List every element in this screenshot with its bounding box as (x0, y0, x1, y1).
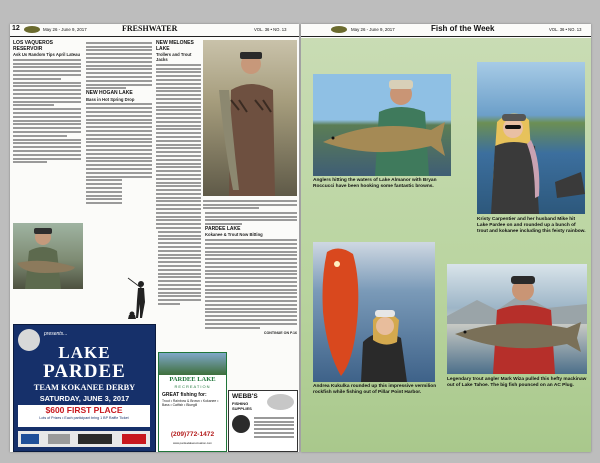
rec-ad-species: Trout • Rainbow & Brown • Kokanee • Bass • Catfish • Bluegill (162, 399, 219, 408)
article-column-2 (86, 40, 152, 206)
ad-presents: presents... (44, 331, 68, 337)
issue-volume: VOL. 36 • NO. 13 (254, 27, 287, 32)
article-body-text (156, 64, 201, 229)
ad-derby-date: SATURDAY, JUNE 3, 2017 (39, 394, 130, 403)
magazine-logo-icon (24, 26, 40, 33)
rec-ad-phone: (209)772-1472 (170, 431, 215, 438)
article-heading: NEW MELONES LAKE (156, 40, 194, 52)
caption-rockfish: Andrea Kukulka rounded up this impressive vermilion rockfish while fishing out of Pillar Point Harbor. (313, 384, 437, 395)
article-heading: NEW HOGAN LAKE (86, 90, 133, 97)
sponsor-logo-icon (48, 434, 70, 444)
webbs-ad-text (254, 415, 294, 440)
article-subheading: Trollers and Trout Jacks (156, 52, 192, 62)
section-title: Fish of the Week (431, 24, 495, 33)
article-body-text (86, 42, 152, 90)
fish-logo-icon (267, 394, 294, 410)
issue-date: May 26 - June 9, 2017 (43, 27, 87, 32)
lake-scene-icon (159, 353, 226, 375)
ad-prize-box (18, 405, 150, 427)
article-body-text (86, 103, 152, 204)
sponsor-logo-icon (21, 434, 39, 444)
article-column-1 (13, 40, 81, 165)
vermilion-rockfish-photo (313, 242, 435, 382)
issue-date: May 26 - June 9, 2017 (351, 27, 395, 32)
issue-volume: VOL. 36 • NO. 13 (549, 27, 582, 32)
webbs-fishing-ad[interactable] (228, 390, 298, 452)
article-heading: PARDEE LAKE (205, 225, 241, 232)
magazine-logo-icon (331, 26, 347, 33)
caption-mackinaw: Legendary trout angler Mark Wiza pulled this hefty mackinaw out of Lake Tahoe. The big fish pounced on an AC Plug. (447, 377, 587, 388)
caption-rainbow: Kristy Carpentier and her husband Mike hit Lake Pardee on and rounded up a bunch of trout and kokanee including this feisty rainbow. (477, 217, 586, 234)
continued-marker: CONTINUE ON P.16 (263, 330, 297, 335)
brown-trout-photo (313, 74, 451, 176)
webbs-sub: FISHING (232, 401, 249, 406)
article-body-text (205, 239, 297, 328)
ad-title-lake: LAKE (58, 343, 111, 362)
left-magazine-page (10, 24, 299, 452)
rec-ad-name: PARDEE LAKE (169, 376, 216, 383)
article-heading: LOS VAQUEROS RESERVOIR (13, 40, 53, 52)
pardee-lake-recreation-ad[interactable] (158, 352, 227, 452)
right-magazine-page (301, 24, 591, 452)
left-page-header (10, 24, 299, 37)
angler-with-trout-photo (203, 40, 297, 196)
sponsor-logo-icon (122, 434, 146, 444)
ad-prize: $600 FIRST PLACE (45, 405, 123, 415)
webbs-sub2: SUPPLIES (232, 406, 252, 411)
rec-ad-great: GREAT fishing for: (162, 392, 207, 398)
ad-derby-subtitle: TEAM KOKANEE DERBY (33, 383, 136, 392)
photo-spacer (80, 228, 88, 236)
sponsor-logo-icon (78, 434, 112, 444)
right-page-header (301, 24, 591, 37)
ad-title-pardee: PARDEE (43, 361, 126, 382)
lake-pardee-derby-ad[interactable] (13, 324, 156, 452)
mackinaw-photo (447, 264, 587, 374)
article-column-3-continued (158, 210, 201, 307)
article-subheading: Ask Us Random Tips April Lateau (13, 52, 81, 57)
section-title: FRESHWATER (122, 24, 178, 33)
webbs-name: WEBB'S (232, 393, 258, 400)
fishing-silhouette-illustration (124, 276, 152, 320)
article-column-4 (205, 210, 297, 335)
ad-sponsor-strip (18, 431, 150, 447)
rec-ad-sub: RECREATION (174, 384, 211, 389)
article-subheading: Kokanee & Trout Now Bitting (205, 232, 263, 238)
caption-brown-trout: Anglers hitting the waters of Lake Almanor with Bryan Roccucci have been hooking some fantastic browns. (313, 178, 437, 189)
rainbow-trout-photo (477, 62, 585, 214)
article-column-3 (156, 40, 201, 231)
article-subheading: Bass in Hot Spring Drop (86, 96, 135, 102)
page-number: 12 (12, 25, 20, 32)
angler-photo (13, 223, 83, 289)
article-body-text (13, 59, 81, 164)
rec-ad-site[interactable]: www.pardeelakerecreation.com (172, 441, 213, 445)
store-badge-icon (232, 415, 250, 433)
ad-prize-sub: Lots of Prizes • Each participant bring 1 BP Raffle Ticket (39, 416, 129, 420)
